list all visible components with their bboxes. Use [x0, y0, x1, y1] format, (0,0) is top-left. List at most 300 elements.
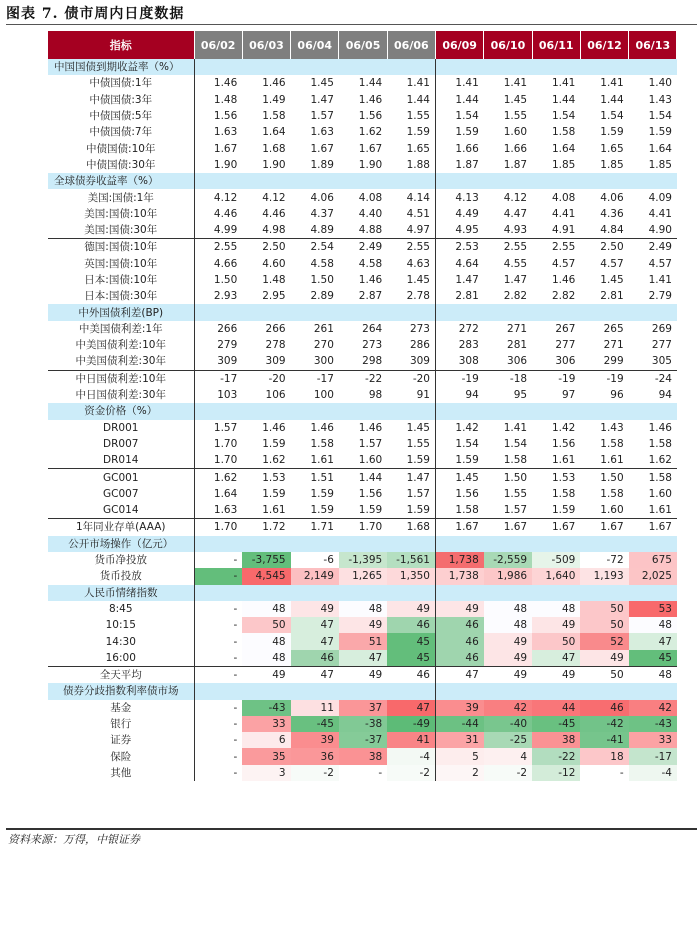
- value-cell: 1.63: [213, 504, 238, 517]
- value-cell: 1.48: [213, 93, 238, 106]
- value-cell: 103: [217, 389, 238, 402]
- value-cell: 50: [580, 617, 628, 633]
- value-cell: -1,561: [387, 552, 435, 568]
- section-fill-cell: [629, 173, 677, 189]
- table-row: [48, 157, 677, 173]
- value-cell: 49: [387, 601, 435, 617]
- value-cell: 2.93: [213, 290, 238, 303]
- value-cell: 1.55: [503, 487, 528, 500]
- value-cell: 48: [484, 601, 532, 617]
- value-cell: 1.60: [358, 454, 383, 467]
- value-cell: 1.59: [387, 124, 435, 140]
- value-cell: 4.09: [648, 191, 672, 204]
- value-cell: 1.60: [648, 487, 672, 500]
- section-fill-cell: [194, 403, 242, 419]
- value-cell: 1.49: [262, 93, 286, 106]
- value-cell: 2.49: [629, 239, 677, 256]
- value-cell: 33: [242, 716, 290, 732]
- value-cell: 1.44: [387, 92, 435, 108]
- value-cell: 4.98: [262, 224, 286, 237]
- table-row: [48, 765, 677, 781]
- value-cell: 1.50: [213, 274, 238, 286]
- value-cell: 48: [532, 601, 580, 617]
- value-cell: 38: [532, 732, 580, 748]
- value-cell: 1.45: [600, 274, 624, 286]
- value-cell: 36: [291, 748, 339, 764]
- value-cell: 299: [603, 355, 624, 368]
- value-cell: 39: [291, 732, 339, 748]
- section-fill-cell: [387, 403, 435, 419]
- value-cell: -25: [484, 732, 532, 748]
- value-cell: -: [194, 568, 242, 584]
- value-cell: 49: [484, 633, 532, 649]
- source-note: 资料来源：万得，中银证券: [8, 833, 140, 846]
- value-cell: -38: [339, 716, 387, 732]
- value-cell: 4.08: [358, 191, 383, 204]
- value-cell: 283: [458, 339, 479, 352]
- value-cell: 309: [387, 353, 435, 370]
- value-cell: -1,395: [339, 552, 387, 568]
- value-cell: 94: [658, 389, 672, 402]
- value-cell: 106: [265, 389, 286, 402]
- section-fill-cell: [629, 536, 677, 552]
- section-label: 中外国债利差(BP): [48, 304, 194, 320]
- value-cell: 1.70: [194, 519, 242, 536]
- section-label: 债券分歧指数利率债市场: [48, 683, 194, 699]
- value-cell: 1.65: [600, 142, 624, 155]
- row-label: 中日国债利差:10年: [48, 370, 194, 387]
- section-fill-cell: [387, 173, 435, 189]
- section-fill-cell: [194, 683, 242, 699]
- value-cell: 1.54: [600, 110, 624, 123]
- value-cell: 1.63: [213, 126, 238, 139]
- value-cell: 2.55: [484, 239, 532, 256]
- row-label: 美国:国债:1年: [48, 189, 194, 205]
- row-label: 中债国债:3年: [48, 92, 194, 108]
- value-cell: 4.57: [551, 257, 576, 270]
- value-cell: 45: [629, 650, 677, 667]
- row-label: GC001: [48, 469, 194, 486]
- value-cell: 1.47: [387, 469, 435, 486]
- value-cell: 1.54: [648, 110, 672, 123]
- value-cell: 1.41: [503, 77, 528, 90]
- section-label: 资金价格（%）: [48, 403, 194, 419]
- value-cell: 4.40: [358, 207, 383, 220]
- value-cell: 1.47: [455, 274, 479, 286]
- value-cell: 41: [387, 732, 435, 748]
- section-fill-cell: [242, 304, 290, 320]
- value-cell: 1.64: [551, 142, 576, 155]
- value-cell: 1.42: [551, 421, 576, 434]
- table-row: [48, 256, 677, 272]
- value-cell: 48: [242, 633, 290, 649]
- value-cell: 273: [387, 321, 435, 337]
- table-row: [48, 601, 677, 617]
- row-label: 美国:国债:10年: [48, 206, 194, 222]
- value-cell: 1.46: [358, 274, 383, 286]
- value-cell: 1.40: [648, 77, 672, 90]
- value-cell: 49: [484, 666, 532, 683]
- value-cell: 1.59: [358, 504, 383, 517]
- value-cell: 306: [555, 355, 576, 368]
- value-cell: 53: [629, 601, 677, 617]
- value-cell: 1.90: [213, 158, 238, 171]
- value-cell: 1.57: [213, 421, 238, 434]
- value-cell: -37: [339, 732, 387, 748]
- value-cell: 2.78: [387, 288, 435, 304]
- section-row: [48, 173, 677, 189]
- value-cell: 6: [242, 732, 290, 748]
- section-fill-cell: [435, 59, 483, 75]
- value-cell: 46: [291, 650, 339, 667]
- value-cell: 48: [484, 617, 532, 633]
- value-cell: 2: [435, 765, 483, 781]
- section-fill-cell: [484, 304, 532, 320]
- table-row: [48, 420, 677, 436]
- value-cell: 4.95: [455, 224, 479, 237]
- table-row: [48, 272, 677, 288]
- value-cell: 50: [242, 617, 290, 633]
- value-cell: 1.61: [551, 454, 576, 467]
- row-label: DR007: [48, 436, 194, 452]
- section-fill-cell: [484, 585, 532, 601]
- value-cell: 1.58: [600, 437, 624, 450]
- value-cell: 4.60: [262, 257, 286, 270]
- value-cell: 1.67: [580, 519, 628, 536]
- value-cell: 4.66: [213, 257, 238, 270]
- value-cell: 1.67: [358, 142, 383, 155]
- table-row: [48, 568, 677, 584]
- section-fill-cell: [580, 683, 628, 699]
- value-cell: 298: [362, 355, 383, 368]
- value-cell: -3,755: [242, 552, 290, 568]
- section-row: [48, 585, 677, 601]
- value-cell: 1.88: [387, 157, 435, 173]
- section-fill-cell: [629, 403, 677, 419]
- value-cell: 33: [629, 732, 677, 748]
- value-cell: 4.55: [503, 257, 528, 270]
- value-cell: 47: [387, 700, 435, 716]
- value-cell: 1.55: [503, 110, 528, 123]
- value-cell: 1.62: [194, 469, 242, 486]
- value-cell: 1.68: [387, 519, 435, 536]
- value-cell: 1.57: [358, 437, 383, 450]
- table-row: [48, 387, 677, 403]
- value-cell: 1.58: [455, 504, 479, 517]
- value-cell: 4.97: [387, 222, 435, 239]
- value-cell: -: [194, 716, 242, 732]
- row-label: 英国:国债:10年: [48, 256, 194, 272]
- value-cell: 1.53: [532, 469, 580, 486]
- section-fill-cell: [435, 536, 483, 552]
- value-cell: 49: [291, 601, 339, 617]
- value-cell: 1.47: [310, 93, 334, 106]
- section-fill-cell: [580, 304, 628, 320]
- header-date: 06/13: [629, 31, 677, 59]
- value-cell: -2: [387, 765, 435, 781]
- value-cell: -: [194, 732, 242, 748]
- row-label: 银行: [48, 716, 194, 732]
- value-cell: 1.58: [310, 437, 334, 450]
- header-date: 06/09: [435, 31, 483, 59]
- value-cell: 1.47: [503, 274, 528, 286]
- value-cell: 1.63: [310, 126, 334, 139]
- value-cell: 271: [603, 339, 624, 352]
- value-cell: 1.54: [455, 110, 479, 123]
- value-cell: 49: [435, 601, 483, 617]
- value-cell: 1.61: [648, 504, 672, 517]
- row-label: 基金: [48, 700, 194, 716]
- header-date: 06/11: [532, 31, 580, 59]
- value-cell: 1.89: [310, 158, 334, 171]
- table-row: [48, 666, 677, 683]
- value-cell: 1.44: [600, 93, 624, 106]
- section-fill-cell: [629, 683, 677, 699]
- value-cell: -: [194, 650, 242, 667]
- section-row: [48, 536, 677, 552]
- value-cell: 2.82: [503, 290, 528, 303]
- value-cell: 4.14: [387, 189, 435, 205]
- value-cell: -: [194, 617, 242, 633]
- section-fill-cell: [291, 59, 339, 75]
- bottom-divider: [6, 828, 697, 830]
- row-label: 保险: [48, 748, 194, 764]
- value-cell: 4.06: [600, 191, 624, 204]
- value-cell: 1.51: [291, 469, 339, 486]
- table-row: [48, 108, 677, 124]
- value-cell: 2.55: [194, 239, 242, 256]
- value-cell: 1.85: [648, 158, 672, 171]
- value-cell: 4.58: [358, 257, 383, 270]
- value-cell: 3: [242, 765, 290, 781]
- value-cell: 44: [532, 700, 580, 716]
- value-cell: 4.46: [262, 207, 286, 220]
- value-cell: -: [339, 765, 387, 781]
- section-fill-cell: [339, 585, 387, 601]
- header-date: 06/12: [580, 31, 628, 59]
- value-cell: 11: [291, 700, 339, 716]
- section-fill-cell: [242, 585, 290, 601]
- section-fill-cell: [435, 683, 483, 699]
- row-label: 中债国债:5年: [48, 108, 194, 124]
- value-cell: 1.54: [455, 437, 479, 450]
- table-row: [48, 353, 677, 370]
- value-cell: 1.58: [503, 454, 528, 467]
- section-fill-cell: [580, 536, 628, 552]
- value-cell: 4.99: [213, 224, 238, 237]
- row-label: 货币投放: [48, 568, 194, 584]
- section-fill-cell: [242, 683, 290, 699]
- value-cell: -17: [629, 748, 677, 764]
- table-row: [48, 650, 677, 667]
- table-row: [48, 337, 677, 353]
- row-label: 货币净投放: [48, 552, 194, 568]
- value-cell: 1.45: [387, 420, 435, 436]
- value-cell: 306: [507, 355, 528, 368]
- section-fill-cell: [629, 304, 677, 320]
- value-cell: -43: [242, 700, 290, 716]
- value-cell: 18: [580, 748, 628, 764]
- value-cell: 1.58: [600, 487, 624, 500]
- value-cell: -6: [291, 552, 339, 568]
- value-cell: 1.46: [358, 93, 383, 106]
- value-cell: 95: [513, 389, 528, 402]
- value-cell: 50: [532, 633, 580, 649]
- value-cell: 4.63: [387, 256, 435, 272]
- value-cell: 309: [217, 355, 238, 368]
- table-body: [48, 59, 677, 781]
- value-cell: 42: [629, 700, 677, 716]
- value-cell: 4.93: [503, 224, 528, 237]
- table-row: [48, 502, 677, 519]
- value-cell: 1.59: [648, 126, 672, 139]
- section-fill-cell: [435, 585, 483, 601]
- value-cell: 1.66: [503, 142, 528, 155]
- section-fill-cell: [291, 173, 339, 189]
- value-cell: 1.67: [532, 519, 580, 536]
- value-cell: 39: [435, 700, 483, 716]
- section-row: [48, 304, 677, 320]
- value-cell: 1.44: [455, 93, 479, 106]
- value-cell: 1.59: [455, 454, 479, 467]
- header-date: 06/02: [194, 31, 242, 59]
- value-cell: 4.49: [455, 207, 479, 220]
- header-date: 06/04: [291, 31, 339, 59]
- value-cell: 1.85: [551, 158, 576, 171]
- value-cell: 269: [651, 322, 672, 335]
- value-cell: -22: [532, 748, 580, 764]
- section-fill-cell: [435, 304, 483, 320]
- section-fill-cell: [387, 536, 435, 552]
- section-fill-cell: [339, 403, 387, 419]
- row-label: 全天平均: [48, 666, 194, 683]
- value-cell: 50: [580, 601, 628, 617]
- value-cell: 1.64: [648, 142, 672, 155]
- value-cell: 1.46: [648, 421, 672, 434]
- table-row: [48, 519, 677, 536]
- value-cell: 1.90: [358, 158, 383, 171]
- value-cell: 4.12: [262, 191, 286, 204]
- value-cell: -24: [629, 370, 677, 387]
- value-cell: 1.56: [551, 437, 576, 450]
- value-cell: 47: [339, 650, 387, 667]
- value-cell: 272: [458, 322, 479, 335]
- header-date: 06/10: [484, 31, 532, 59]
- value-cell: 273: [362, 339, 383, 352]
- table-row: [48, 469, 677, 486]
- value-cell: 1.42: [455, 421, 479, 434]
- value-cell: -20: [387, 370, 435, 387]
- value-cell: -19: [532, 370, 580, 387]
- value-cell: 1.50: [310, 274, 334, 286]
- value-cell: 1.87: [455, 158, 479, 171]
- value-cell: 1.48: [262, 274, 286, 286]
- row-label: 日本:国债:10年: [48, 272, 194, 288]
- value-cell: -22: [339, 370, 387, 387]
- value-cell: 1.65: [387, 140, 435, 156]
- value-cell: 1.58: [629, 469, 677, 486]
- value-cell: 48: [242, 601, 290, 617]
- section-fill-cell: [580, 173, 628, 189]
- row-label: 中美国债利差:10年: [48, 337, 194, 353]
- value-cell: 1.55: [387, 108, 435, 124]
- value-cell: 2.95: [262, 290, 286, 303]
- value-cell: 1.44: [339, 469, 387, 486]
- section-fill-cell: [532, 59, 580, 75]
- value-cell: -49: [387, 716, 435, 732]
- value-cell: 1.66: [455, 142, 479, 155]
- row-label: 中债国债:1年: [48, 75, 194, 91]
- table-row: [48, 617, 677, 633]
- value-cell: 1.87: [503, 158, 528, 171]
- row-label: DR001: [48, 420, 194, 436]
- value-cell: 1.67: [484, 519, 532, 536]
- value-cell: 1.43: [648, 93, 672, 106]
- value-cell: -: [194, 552, 242, 568]
- value-cell: 1.41: [455, 77, 479, 90]
- table-row: [48, 732, 677, 748]
- value-cell: -: [194, 666, 242, 683]
- value-cell: 4.46: [213, 207, 238, 220]
- value-cell: 1.58: [551, 487, 576, 500]
- table-row: [48, 124, 677, 140]
- value-cell: -45: [291, 716, 339, 732]
- value-cell: 49: [532, 617, 580, 633]
- value-cell: 277: [555, 339, 576, 352]
- value-cell: 1.59: [310, 504, 334, 517]
- value-cell: -: [194, 748, 242, 764]
- section-label: 公开市场操作（亿元）: [48, 536, 194, 552]
- table-row: [48, 452, 677, 469]
- row-label: 中债国债:10年: [48, 140, 194, 156]
- value-cell: 2.55: [387, 239, 435, 256]
- value-cell: 1.41: [648, 274, 672, 286]
- value-cell: 2.89: [310, 290, 334, 303]
- value-cell: 1.61: [262, 504, 286, 517]
- value-cell: 52: [580, 633, 628, 649]
- value-cell: -42: [580, 716, 628, 732]
- value-cell: 46: [435, 650, 483, 667]
- value-cell: 47: [291, 617, 339, 633]
- value-cell: 49: [339, 666, 387, 683]
- value-cell: 48: [629, 666, 677, 683]
- value-cell: 1.43: [600, 421, 624, 434]
- value-cell: 1.46: [262, 421, 286, 434]
- value-cell: 1.46: [358, 421, 383, 434]
- value-cell: 1.41: [551, 77, 576, 90]
- value-cell: 1.57: [310, 110, 334, 123]
- value-cell: 46: [435, 617, 483, 633]
- value-cell: 49: [484, 650, 532, 667]
- value-cell: 279: [217, 339, 238, 352]
- value-cell: 1.58: [551, 126, 576, 139]
- table-row: [48, 92, 677, 108]
- row-label: 美国:国债:30年: [48, 222, 194, 239]
- value-cell: 4.41: [648, 207, 672, 220]
- value-cell: 2.81: [600, 290, 624, 303]
- value-cell: 1.45: [435, 469, 483, 486]
- section-fill-cell: [532, 585, 580, 601]
- value-cell: 1.61: [310, 454, 334, 467]
- section-fill-cell: [532, 403, 580, 419]
- section-fill-cell: [194, 304, 242, 320]
- value-cell: 98: [368, 389, 383, 402]
- value-cell: 309: [265, 355, 286, 368]
- section-fill-cell: [532, 304, 580, 320]
- section-fill-cell: [484, 536, 532, 552]
- section-fill-cell: [339, 304, 387, 320]
- value-cell: 49: [532, 666, 580, 683]
